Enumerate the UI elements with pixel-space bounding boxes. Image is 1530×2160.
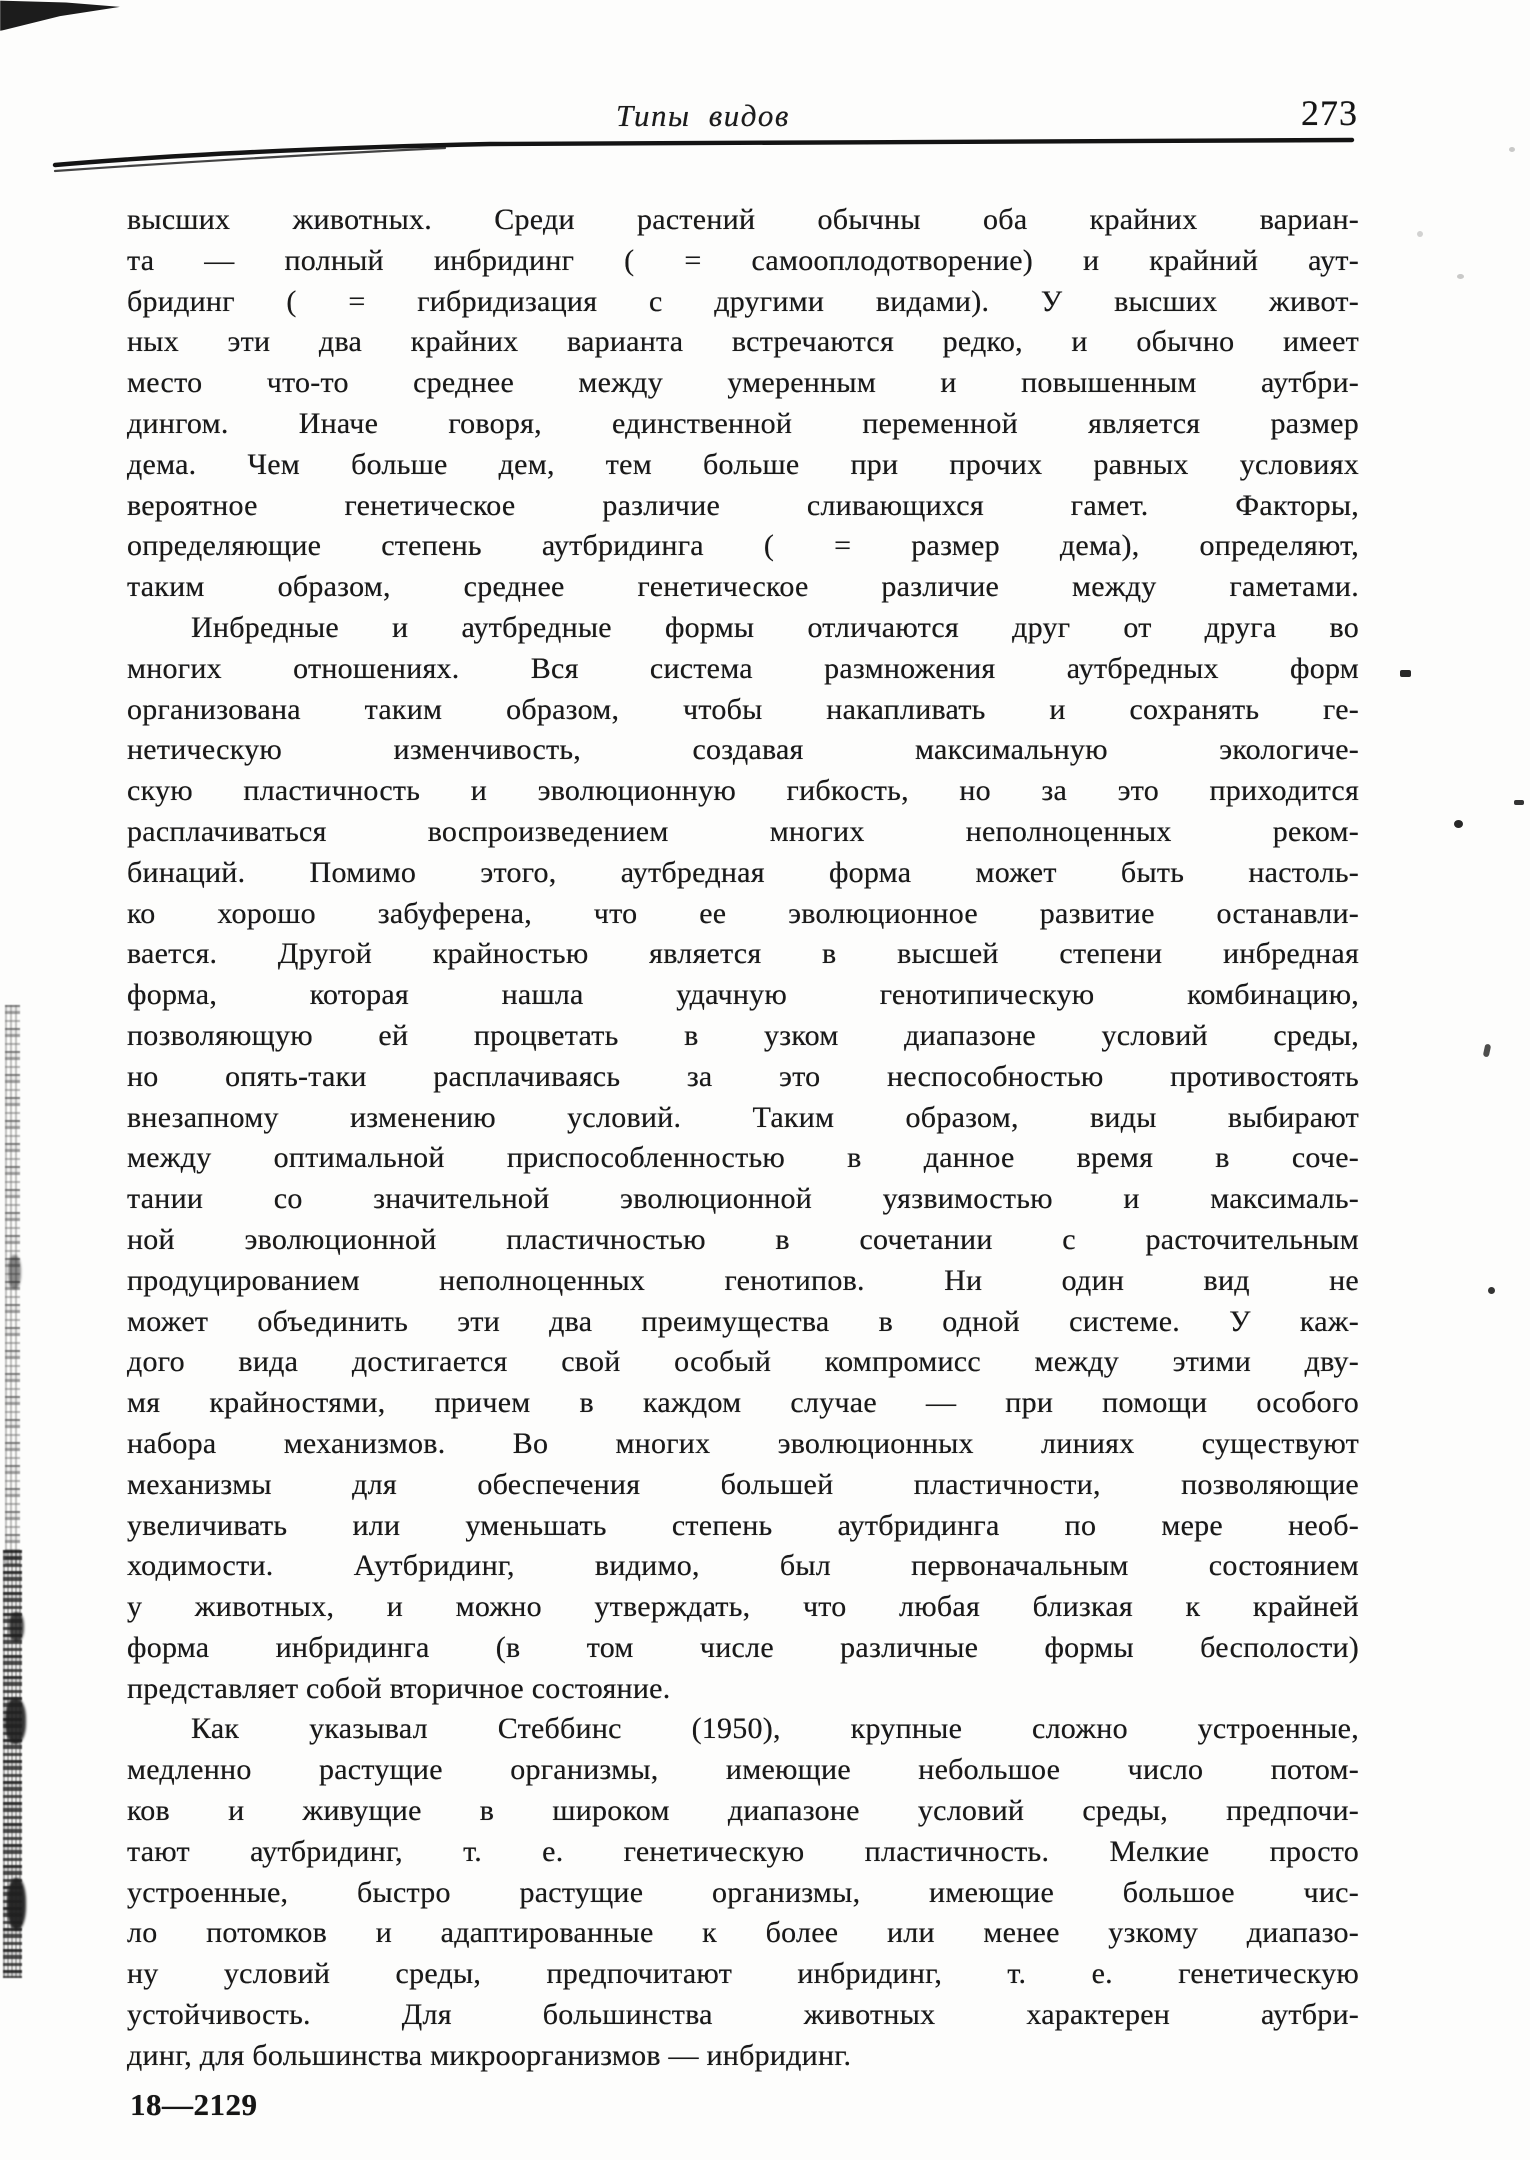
text-line: форма, которая нашла удачную генотипическую комбинацию, [127,978,1359,1012]
header-rule [0,0,1530,200]
scan-speck [1457,274,1464,279]
text-line: дингом. Иначе говоря, единственной переменной является размер [127,406,1359,440]
text-line: ко хорошо забуферена, что ее эволюционное развитие останавли- [127,896,1359,930]
text-line: набора механизмов. Во многих эволюционных линиях существуют [127,1426,1359,1460]
text-line: ну условий среды, предпочитают инбридинг, т. е. генетическую [127,1957,1359,1991]
text-line: Инбредные и аутбредные формы отличаются друг от друга во [191,610,1359,644]
text-line: та — полный инбридинг ( = самооплодотворение) и крайний аут- [127,243,1359,277]
text-line: динг, для большинства микроорганизмов — инбридинг. [127,2038,852,2072]
text-line: представляет собой вторичное состояние. [127,1671,671,1705]
scan-ink-blot [7,1878,26,1930]
text-line: вается. Другой крайностью является в высшей степени инбредная [127,937,1359,971]
scan-speck [1454,820,1463,828]
scan-speck [1400,670,1411,677]
text-line: скую пластичность и эволюционную гибкость, но за это приходится [127,774,1359,808]
body-text [127,200,1359,2077]
text-line: высших животных. Среди растений обычны оба крайних вариан- [127,203,1359,236]
text-line: медленно растущие организмы, имеющие небольшое число потом- [127,1753,1359,1787]
text-line: у животных, и можно утверждать, что любая близкая к крайней [127,1590,1359,1624]
scan-speck [1483,1044,1492,1058]
text-line: вероятное генетическое различие сливающихся гамет. Факторы, [127,488,1359,522]
text-line: место что-то среднее между умеренным и повышенным аутбри- [127,366,1359,400]
text-line: дого вида достигается свой особый компромисс между этими дву- [127,1345,1359,1379]
text-line: таким образом, среднее генетическое различие между гаметами. [127,570,1359,604]
text-line: расплачиваться воспроизведением многих неполноценных реком- [127,814,1359,848]
text-line: форма инбридинга (в том числе различные формы бесполости) [127,1630,1359,1664]
text-line: ной эволюционной пластичностью в сочетании с расточительным [127,1222,1359,1256]
printers-signature: 18—2129 [130,2087,258,2122]
text-line: определяющие степень аутбридинга ( = размер дема), определяют, [127,529,1359,563]
scan-ink-blot [5,1698,26,1744]
text-line: тании со значительной эволюционной уязвимостью и максималь- [127,1182,1359,1216]
text-line: внезапному изменению условий. Таким образом, виды выбирают [127,1100,1359,1134]
scan-speck [1488,1287,1495,1294]
text-line: ходимости. Аутбридинг, видимо, был первоначальным состоянием [127,1549,1359,1583]
text-line: мя крайностями, причем в каждом случае — при помощи особого [127,1386,1359,1420]
page-number: 273 [1301,93,1358,133]
text-line: тают аутбридинг, т. е. генетическую пластичность. Мелкие просто [127,1834,1359,1868]
text-line: бинаций. Помимо этого, аутбредная форма может быть настоль- [127,855,1359,889]
text-line: ных эти два крайних варианта встречаются редко, и обычно имеет [127,325,1359,359]
text-line: организована таким образом, чтобы накапливать и сохранять ге- [127,692,1359,726]
text-line: продуцированием неполноценных генотипов. Ни один вид не [127,1263,1359,1297]
text-line: но опять-таки расплачиваясь за это неспособностью противостоять [127,1059,1359,1093]
text-line: нетическую изменчивость, создавая максимальную экологиче- [127,733,1359,767]
text-line: ло потомков и адаптированные к более или менее узкому диапазо- [127,1916,1359,1950]
scan-ink-blot [8,1255,21,1289]
text-line: механизмы для обеспечения большей пластичности, позволяющие [127,1467,1359,1501]
text-line: устойчивость. Для большинства животных характерен аутбри- [127,1998,1359,2032]
text-line: между оптимальной приспособленностью в данное время в соче- [127,1141,1359,1175]
text-line: Как указывал Стеббинс (1950), крупные сложно устроенные, [191,1712,1359,1746]
text-line: многих отношениях. Вся система размножения аутбредных форм [127,651,1359,685]
text-line: устроенные, быстро растущие организмы, имеющие большое чис- [127,1875,1359,1909]
text-line: ков и живущие в широком диапазоне условий среды, предпочи- [127,1794,1359,1828]
scan-ink-blot [9,1612,24,1642]
text-line: бридинг ( = гибридизация с другими видами). У высших живот- [127,284,1359,318]
text-line: может объединить эти два преимущества в одной системе. У каж- [127,1304,1359,1338]
text-line: увеличивать или уменьшать степень аутбридинга по мере необ- [127,1508,1359,1542]
scan-speck [1514,800,1524,805]
running-title: Типы видов [616,98,790,133]
text-line: дема. Чем больше дем, тем больше при прочих равных условиях [127,447,1359,481]
text-line: позволяющую ей процветать в узком диапазоне условий среды, [127,1018,1359,1052]
scan-speck [1417,231,1423,237]
